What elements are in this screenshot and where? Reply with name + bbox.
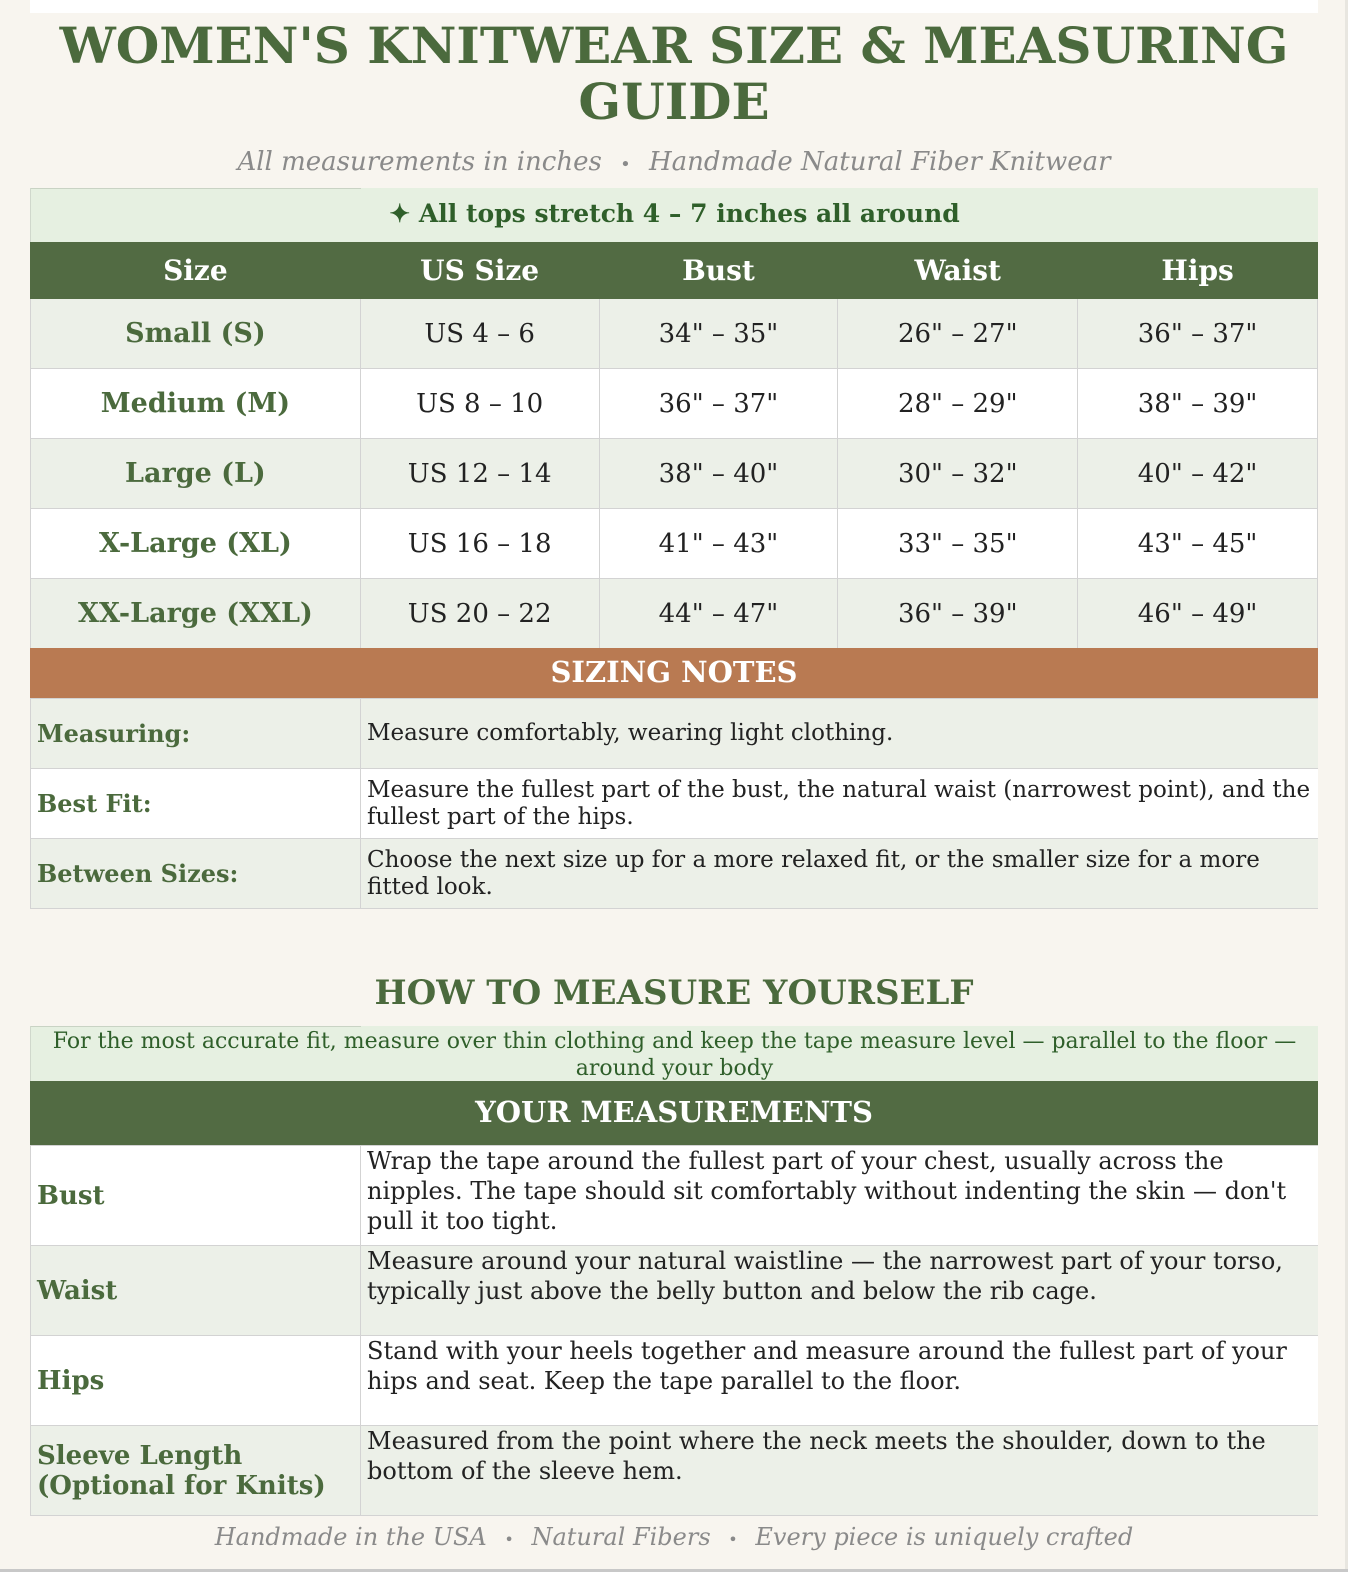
note-label: Measuring: — [31, 699, 361, 769]
note-label: Best Fit: — [31, 769, 361, 839]
hips-cell: 40" – 42" — [1078, 439, 1318, 509]
bust-cell: 41" – 43" — [599, 509, 838, 579]
waist-cell: 28" – 29" — [838, 369, 1078, 439]
measurement-text: Stand with your heels together and measure around the fullest part of your hips and seat. Keep the tape parallel to the floor. — [361, 1336, 1319, 1426]
us-size-cell: US 12 – 14 — [360, 439, 599, 509]
measurement-label: Bust — [31, 1146, 361, 1246]
measurement-label: Hips — [31, 1336, 361, 1426]
waist-cell: 30" – 32" — [838, 439, 1078, 509]
stretch-note: ✦ All tops stretch 4 – 7 inches all around — [30, 188, 1318, 242]
footer-separator: • — [504, 1530, 514, 1549]
footer-item: Every piece is uniquely crafted — [755, 1523, 1134, 1551]
page-title: WOMEN'S KNITWEAR SIZE & MEASURING GUIDE — [59, 16, 1289, 131]
footer-item: Handmade in the USA — [214, 1523, 487, 1551]
list-item — [31, 839, 1319, 909]
list-item — [31, 699, 1319, 769]
us-size-cell: US 8 – 10 — [360, 369, 599, 439]
us-size-cell: US 4 – 6 — [360, 299, 599, 369]
how-to-title: HOW TO MEASURE YOURSELF — [374, 973, 974, 1013]
note-text: Choose the next size up for a more relaxed fit, or the smaller size for a more fitted look. — [361, 839, 1319, 909]
measurement-text: Measured from the point where the neck meets the shoulder, down to the bottom of the sleeve hem. — [361, 1426, 1319, 1516]
subtitle — [0, 146, 1348, 181]
measurements-table — [30, 1145, 1318, 1516]
header-waist: Waist — [838, 243, 1078, 299]
list-item — [31, 1426, 1319, 1516]
size-cell: X-Large (XL) — [31, 509, 361, 579]
size-cell: Medium (M) — [31, 369, 361, 439]
measurements-title: YOUR MEASUREMENTS — [30, 1081, 1318, 1145]
bust-cell: 34" – 35" — [599, 299, 838, 369]
table-row — [31, 509, 1318, 579]
waist-cell: 33" – 35" — [838, 509, 1078, 579]
note-label: Between Sizes: — [31, 839, 361, 909]
sizing-notes-table — [30, 698, 1318, 909]
header-size: Size — [31, 243, 361, 299]
footer-separator: • — [728, 1530, 738, 1549]
hips-cell: 38" – 39" — [1078, 369, 1318, 439]
measurement-label: Waist — [31, 1246, 361, 1336]
footer — [0, 1520, 1348, 1557]
footer-item: Natural Fibers — [531, 1523, 711, 1551]
sizing-notes-title: SIZING NOTES — [30, 648, 1318, 698]
subtitle-right: Handmade Natural Fiber Knitwear — [648, 147, 1111, 177]
waist-cell: 36" – 39" — [838, 579, 1078, 649]
measurement-text: Measure around your natural waistline — the narrowest part of your torso, typically just above the belly button and below the rib cage. — [361, 1246, 1319, 1336]
us-size-cell: US 20 – 22 — [360, 579, 599, 649]
list-item — [31, 1146, 1319, 1246]
measurement-text: Wrap the tape around the fullest part of your chest, usually across the nipples. The tape should sit comfortably without indenting the skin — don't pull it too tight. — [361, 1146, 1319, 1246]
measurement-label: Sleeve Length (Optional for Knits) — [31, 1426, 361, 1516]
list-item — [31, 769, 1319, 839]
size-table — [30, 242, 1318, 649]
header-hips: Hips — [1078, 243, 1318, 299]
size-cell: XX-Large (XXL) — [31, 579, 361, 649]
header-us-size: US Size — [360, 243, 599, 299]
size-cell: Small (S) — [31, 299, 361, 369]
table-row — [31, 369, 1318, 439]
subtitle-separator: • — [620, 154, 631, 175]
table-row — [31, 299, 1318, 369]
list-item — [31, 1246, 1319, 1336]
size-cell: Large (L) — [31, 439, 361, 509]
table-row — [31, 579, 1318, 649]
table-row — [31, 439, 1318, 509]
hips-cell: 46" – 49" — [1078, 579, 1318, 649]
bust-cell: 36" – 37" — [599, 369, 838, 439]
size-table-header — [31, 243, 1318, 299]
note-text: Measure the fullest part of the bust, the natural waist (narrowest point), and the fullest part of the hips. — [361, 769, 1319, 839]
top-bar — [30, 0, 1318, 13]
hips-cell: 36" – 37" — [1078, 299, 1318, 369]
list-item — [31, 1336, 1319, 1426]
bust-cell: 38" – 40" — [599, 439, 838, 509]
measure-tip: For the most accurate fit, measure over thin clothing and keep the tape measure level — parallel to the floor — around your body — [30, 1026, 1318, 1081]
header-bust: Bust — [599, 243, 838, 299]
subtitle-left: All measurements in inches — [237, 147, 602, 177]
note-text: Measure comfortably, wearing light clothing. — [361, 699, 1319, 769]
waist-cell: 26" – 27" — [838, 299, 1078, 369]
bust-cell: 44" – 47" — [599, 579, 838, 649]
hips-cell: 43" – 45" — [1078, 509, 1318, 579]
us-size-cell: US 16 – 18 — [360, 509, 599, 579]
